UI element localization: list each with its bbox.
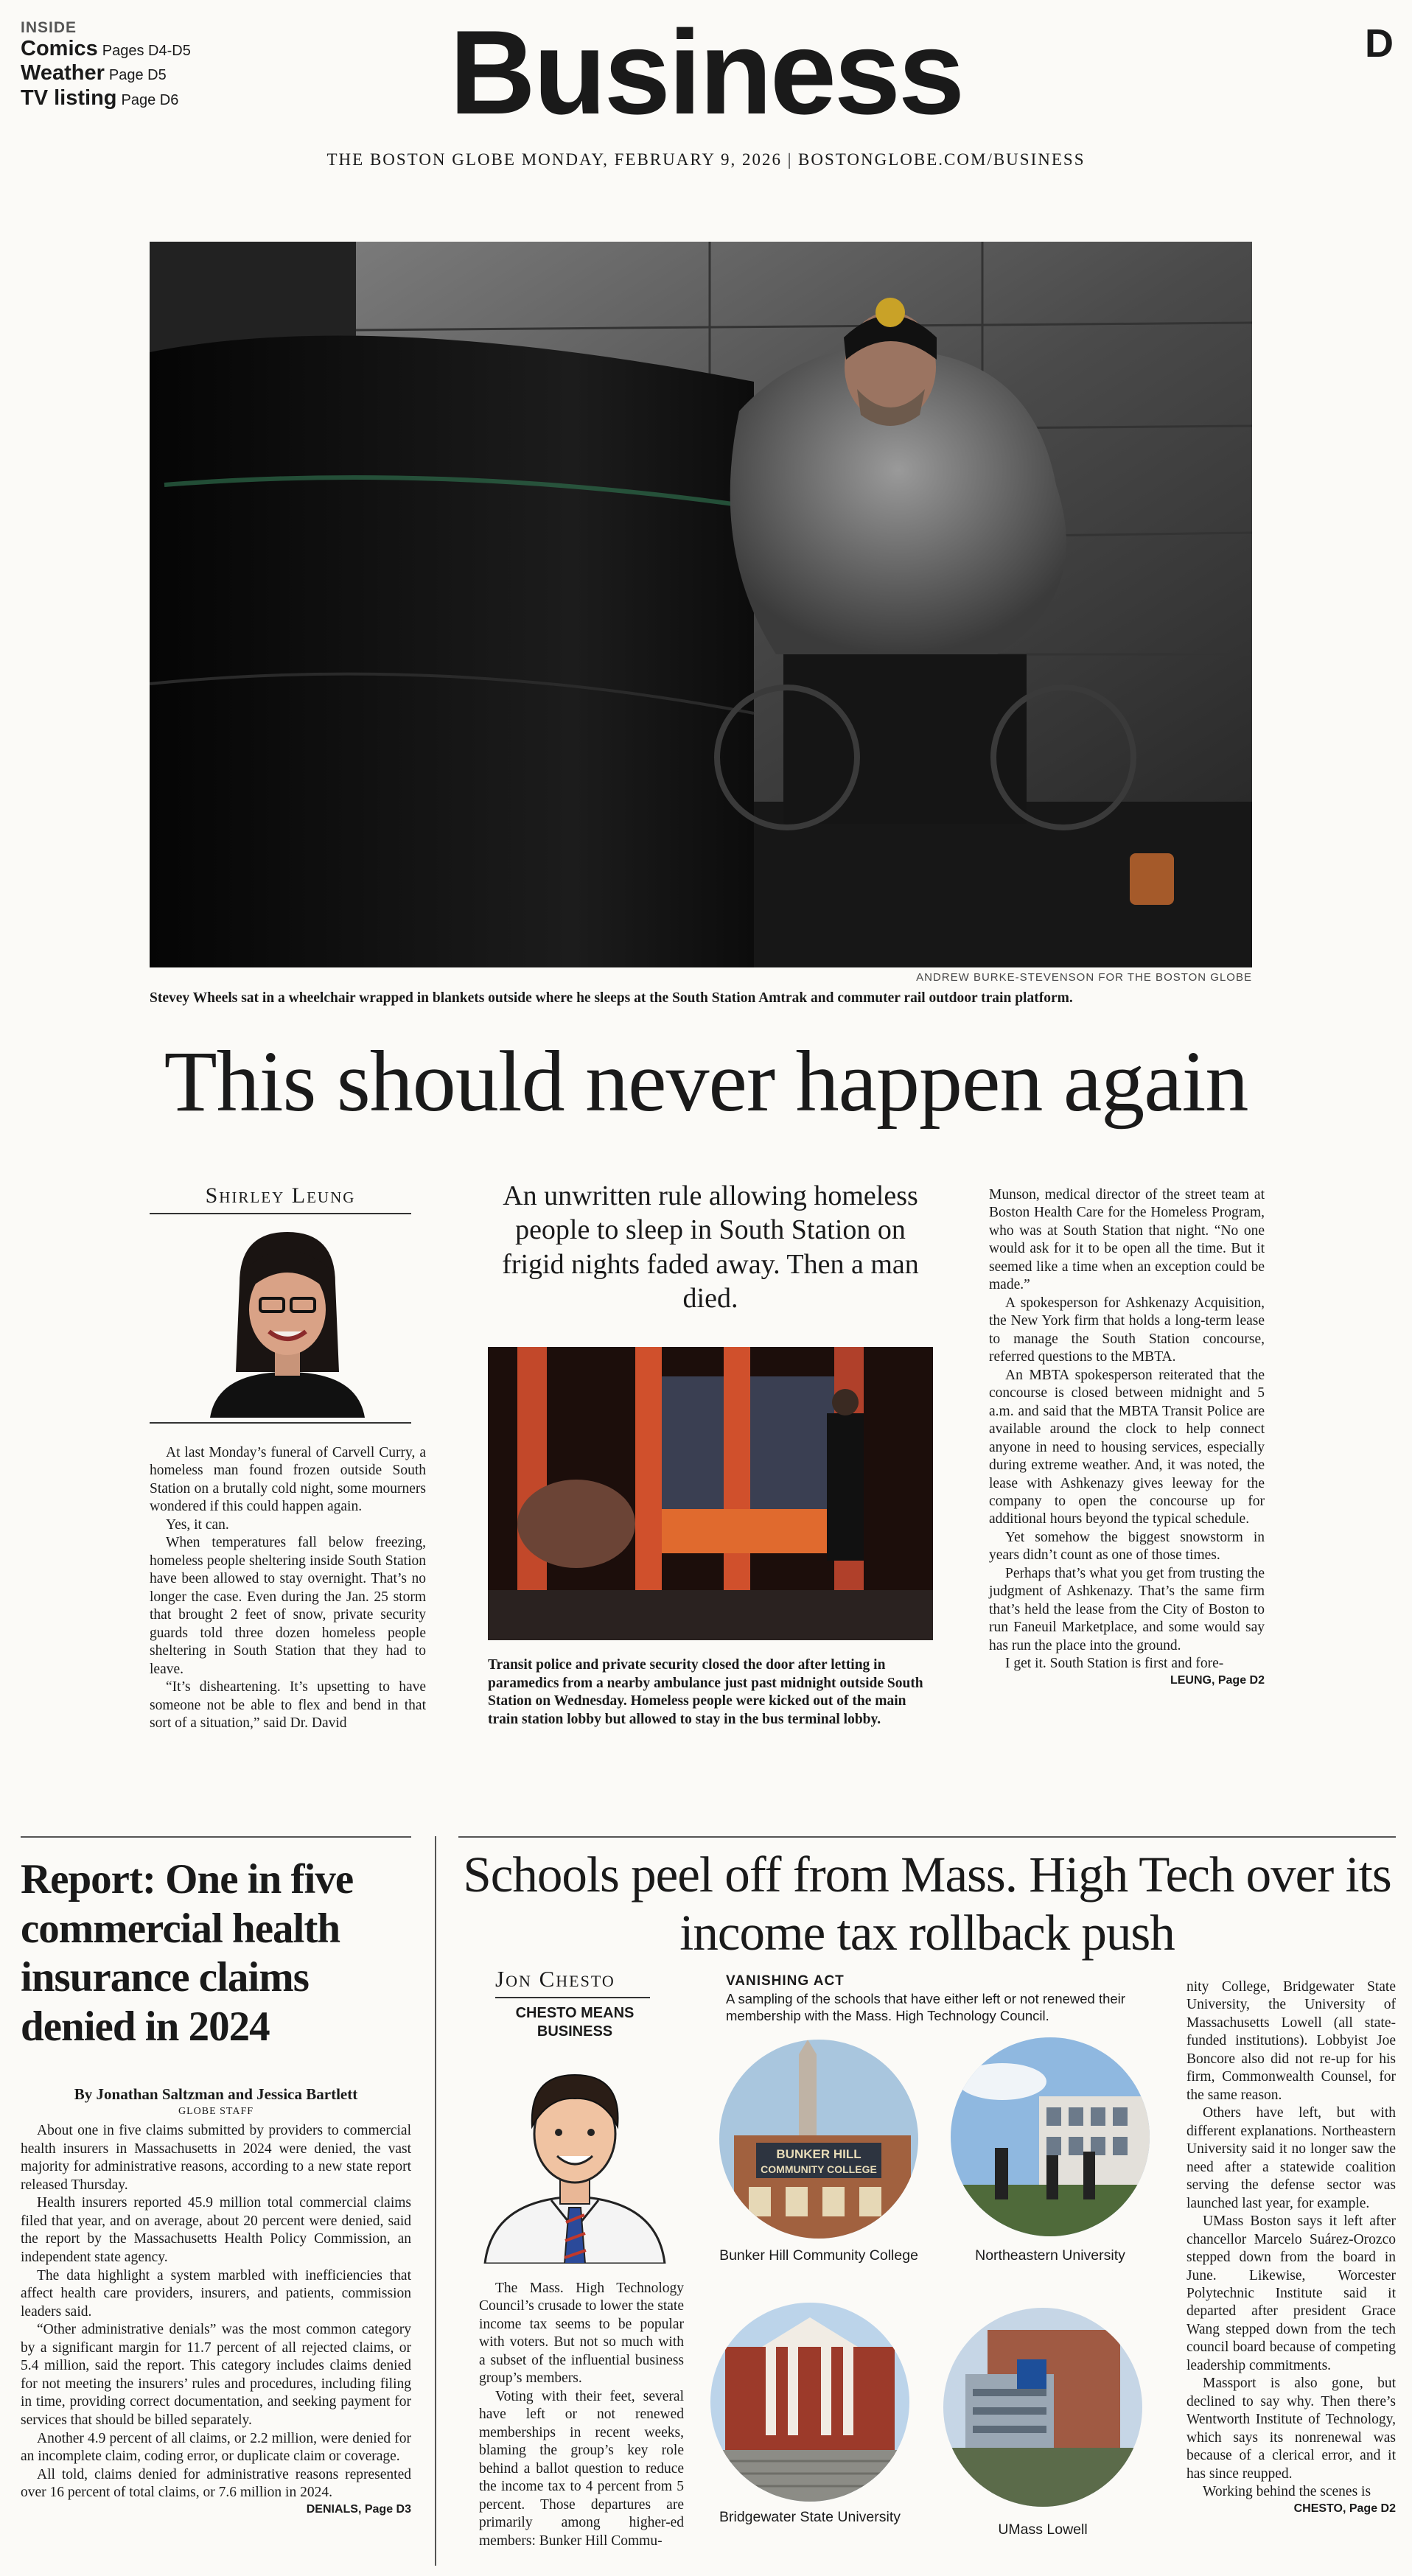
- column-tag: CHESTO MEANS BUSINESS: [515, 2005, 635, 2040]
- main-photo-illustration: [150, 242, 1252, 967]
- paragraph: Voting with their feet, several have left or not renewed memberships in recent weeks, blaming the group’s key role behind a ballot question to reduce the income tax to 4 percent from 5 percent. Those departures are primarily among higher-ed members: Bunker Hill Commu-: [479, 2388, 684, 2549]
- inside-item-weather[interactable]: Weather Page D5: [21, 61, 167, 85]
- paragraph: “Other administrative denials” was the most common category by a significant margin for 11.7 percent of all rejected claims, or 5.4 million, said the report. This category includes claims denied for not meeting the insurers’ rules and procedures, including filing in time, providing correct documentation, and seeking payment for services that should be billed separately.: [21, 2322, 411, 2428]
- columnist-portrait-chesto: [478, 2053, 672, 2264]
- inset-caption: Transit police and private security closed the door after letting in paramedics from a nearby ambulance just past midnight outside South Station on Wednesday. Homeless people were kicked out of the main train station lobby but allowed to stay in the bus terminal lobby.: [488, 1657, 923, 1727]
- jump-link-chesto[interactable]: CHESTO, Page D2: [1293, 2502, 1396, 2515]
- columnist-name-chesto: Jon Chesto: [495, 1966, 615, 1992]
- columnist-rule-top: [150, 1213, 411, 1214]
- columnist-name-leung: Shirley Leung: [205, 1183, 356, 1208]
- paragraph: Others have left, but with different explanations. Northeastern University said it no longer saw the need after a statewide coalition serving the defense sector was launched last year, for example.: [1186, 2105, 1396, 2211]
- columnist-rule: [495, 1997, 650, 1998]
- report-staff-label: GLOBE STAFF: [178, 2106, 254, 2117]
- section-title: Business: [449, 6, 963, 139]
- bunker-hill-sign-text: BUNKER HILL: [776, 2147, 861, 2161]
- lead-headline[interactable]: This should never happen again: [164, 1033, 1248, 1130]
- schools-story-column-2: [1186, 1978, 1396, 2516]
- section-rule: [21, 1836, 411, 1838]
- columnist-rule-bottom: [150, 1422, 411, 1424]
- paragraph: The data highlight a system marbled with inefficiencies that affect health care providers, insurers, and patients, commission leaders said.: [21, 2267, 411, 2320]
- paragraph: The Mass. High Technology Council’s crusade to lower the state income tax seems to be popular with voters. But not so much with a subset of the influential business group’s members.: [479, 2281, 684, 2387]
- paragraph: At last Monday’s funeral of Carvell Curry, a homeless man found frozen outside South Station on a brutally cold night, some mourners wondered if this could happen again.: [150, 1445, 426, 1515]
- school-photo-northeastern: [951, 2037, 1150, 2236]
- paragraph: All told, claims denied for administrative reasons represented over 16 percent of total claims, or 7.6 million in 2024.: [21, 2466, 411, 2501]
- paragraph: Another 4.9 percent of all claims, or 2.2 million, were denied for an incomplete claim, coding error, or duplicate claim or coverage.: [21, 2430, 411, 2465]
- paragraph: An MBTA spokesperson reiterated that the concourse is closed between midnight and 5 a.m. and said that the MBTA Transit Police are available around the clock to help connect anyone in need to housing services, especially during extreme weather. And, it was noted, the lease with Ashkenazy gives leeway for the company to open the concourse up for additional hours beyond the typical schedule.: [989, 1367, 1265, 1527]
- column-divider: [435, 1836, 436, 2566]
- paragraph: Yet somehow the biggest snowstorm in years didn’t count as one of those times.: [989, 1529, 1265, 1564]
- inside-item-tv-listing[interactable]: TV listing Page D6: [21, 85, 179, 110]
- jump-link-denials[interactable]: DENIALS, Page D3: [306, 2502, 411, 2516]
- dateline: THE BOSTON GLOBE MONDAY, FEBRUARY 9, 2026 | BOSTONGLOBE.COM/BUSINESS: [326, 150, 1086, 169]
- inside-label: INSIDE: [21, 19, 77, 36]
- schools-story-column-1: [479, 2280, 684, 2550]
- lead-story-column-3: [989, 1186, 1265, 1688]
- paragraph: “It’s disheartening. It’s upsetting to have someone not be able to flex and bend in that sort of a situation,” said Dr. David: [150, 1679, 426, 1732]
- section-rule: [458, 1836, 1396, 1838]
- schools-headline[interactable]: Schools peel off from Mass. High Tech over its income tax rollback push: [463, 1847, 1391, 1961]
- school-photo-bridgewater: [710, 2303, 909, 2502]
- school-photo-umass-lowell: [943, 2308, 1142, 2507]
- section-letter: D: [1365, 21, 1394, 66]
- inside-item-comics[interactable]: Comics Pages D4-D5: [21, 37, 191, 61]
- lead-deck: An unwritten rule allowing homeless people to sleep in South Station on frigid nights faded away. Then a man died.: [502, 1180, 919, 1315]
- paragraph: Massport is also gone, but declined to say why. Then there’s Wentworth Institute of Technology, which says its nonrenewal was because of a clerical error, and it has since reupped.: [1186, 2376, 1396, 2482]
- school-label-northeastern: Northeastern University: [975, 2247, 1125, 2264]
- school-label-bunker-hill: Bunker Hill Community College: [719, 2247, 918, 2264]
- inset-photo: [488, 1347, 933, 1640]
- school-photo-bunker-hill: [719, 2040, 918, 2239]
- paragraph: Yes, it can.: [166, 1516, 229, 1533]
- photo-caption: Stevey Wheels sat in a wheelchair wrapped in blankets outside where he sleeps at the South Station Amtrak and commuter rail outdoor train platform.: [150, 990, 1073, 1006]
- school-label-umass-lowell: UMass Lowell: [998, 2521, 1088, 2538]
- paragraph: When temperatures fall below freezing, homeless people sheltering inside South Station have been allowed to stay overnight. That’s no longer the case. Even during the Jan. 25 storm that brought 2 feet of snow, private security guards told three dozen homeless people sheltering in South Station that they had to leave.: [150, 1535, 426, 1677]
- school-label-bridgewater: Bridgewater State University: [719, 2509, 901, 2525]
- lead-story-column-1: [150, 1444, 426, 1733]
- paragraph: I get it. South Station is first and fore-: [1005, 1656, 1224, 1672]
- report-byline: By Jonathan Saltzman and Jessica Bartlett: [74, 2085, 358, 2103]
- paragraph: UMass Boston says it left after chancellor Marcelo Suárez-Orozco stepped down from the board in June. Likewise, Worcester Polytechnic Institute said it departed after president Grace Wang stepped down from the tech council board because of competing leadership commitments.: [1186, 2213, 1396, 2373]
- svg-text:COMMUNITY COLLEGE: COMMUNITY COLLEGE: [761, 2163, 877, 2175]
- report-headline[interactable]: Report: One in five commercial health insurance claims denied in 2024: [21, 1856, 354, 2051]
- paragraph: A spokesperson for Ashkenazy Acquisition, the New York firm that holds a long-term lease to manage the South Station concourse, referred questions to the MBTA.: [989, 1295, 1265, 1365]
- columnist-portrait-leung: [195, 1225, 380, 1418]
- paragraph: Munson, medical director of the street team at Boston Health Care for the Homeless Program, who was at South Station that night. “No one would ask for it to be open all the time. But it seemed like a time when an exception could be made.”: [989, 1187, 1265, 1293]
- paragraph: Health insurers reported 45.9 million total commercial claims filed that year, and on average, about 20 percent were denied, said the report by the Massachusetts Health Policy Commission, an independent state agency.: [21, 2195, 411, 2265]
- vanishing-act-description: A sampling of the schools that have either left or not renewed their membership with the Mass. High Technology Council.: [726, 1991, 1125, 2023]
- paragraph: nity College, Bridgewater State University, the University of Massachusetts Lowell (all state-funded institutions). Lobbyist Joe Boncore also did not re-up for his firm, Commonwealth Counsel, for the same reason.: [1186, 1979, 1396, 2103]
- vanishing-act-title: VANISHING ACT: [726, 1973, 845, 1989]
- report-body: [21, 2122, 411, 2517]
- paragraph: About one in five claims submitted by providers to commercial health insurers in Massachusetts in 2024 were denied, the vast majority for administrative reasons, according to a new state report released Thursday.: [21, 2123, 411, 2193]
- main-photo: [150, 242, 1252, 967]
- paragraph: Working behind the scenes is: [1203, 2484, 1371, 2500]
- jump-link-leung[interactable]: LEUNG, Page D2: [1170, 1673, 1265, 1687]
- photo-credit: ANDREW BURKE-STEVENSON FOR THE BOSTON GLOBE: [916, 971, 1252, 984]
- paragraph: Perhaps that’s what you get from trusting the judgment of Ashkenazy. That’s the same firm that’s held the lease from the City of Boston to run Faneuil Marketplace, and some would say has run the place into the ground.: [989, 1565, 1265, 1653]
